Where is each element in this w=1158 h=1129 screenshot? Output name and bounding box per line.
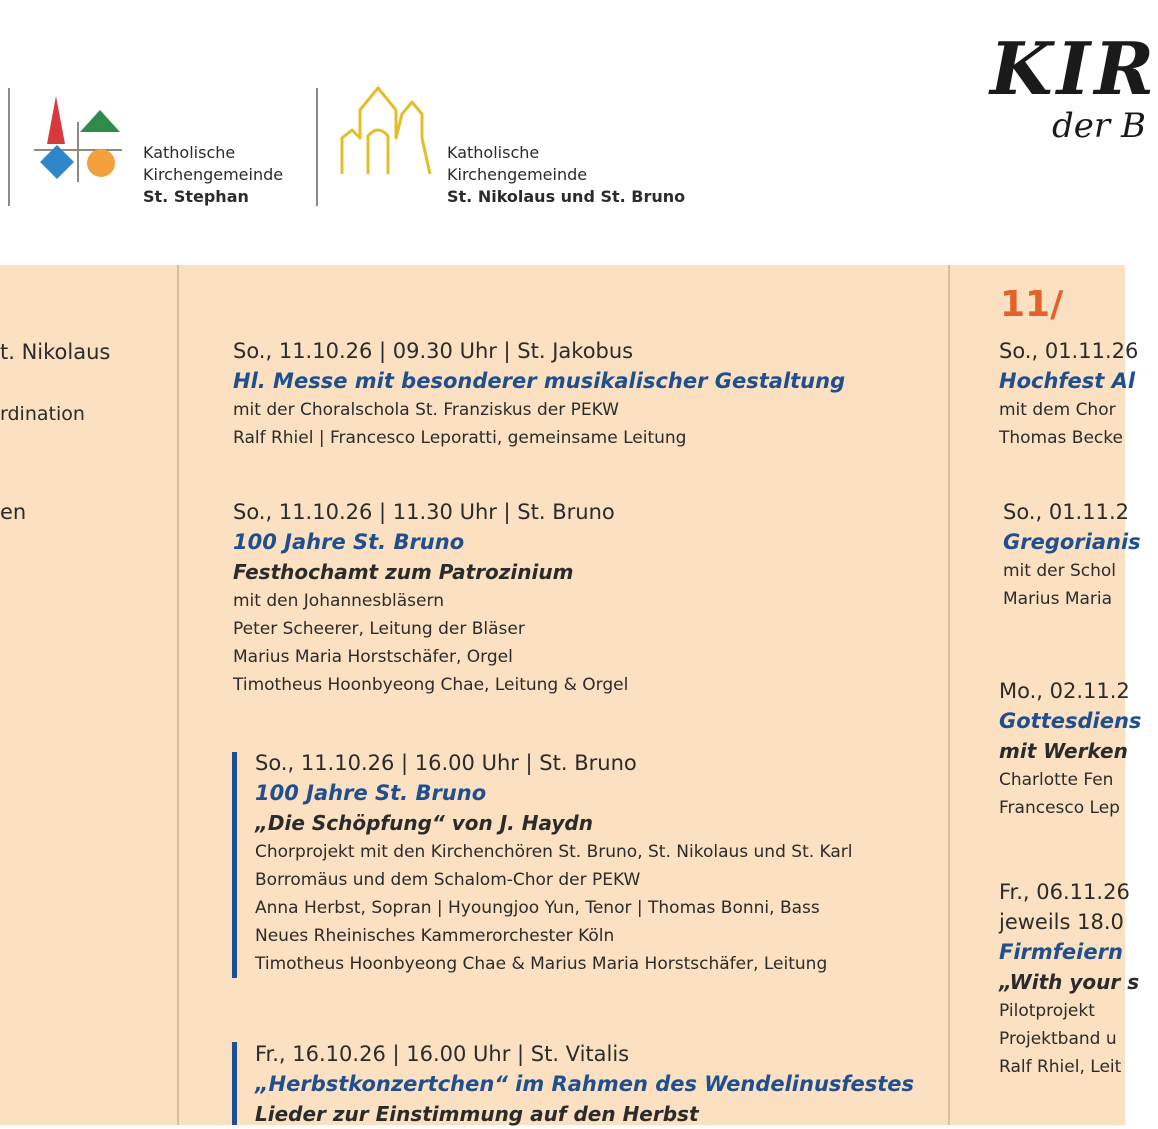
event-detail: Francesco Lep (999, 798, 1120, 818)
event-entry (1003, 497, 1141, 613)
event-date: Fr., 06.11.26 (999, 880, 1130, 904)
event-entry (999, 877, 1139, 1081)
green-triangle-shape (80, 110, 120, 132)
orange-circle-shape (87, 149, 115, 177)
event-date: Mo., 02.11.2 (999, 679, 1130, 703)
event-detail: Projektband u (999, 1029, 1117, 1049)
event-time: jeweils 18.0 (999, 910, 1124, 934)
month-heading: 11/ (1000, 284, 1064, 325)
stephan-logo (30, 92, 126, 188)
event-detail: Thomas Becke (999, 428, 1123, 448)
event-entry (233, 336, 845, 452)
page-title: KIR (990, 26, 1158, 111)
event-detail: Borromäus und dem Schalom-Chor der PEKW (255, 870, 641, 890)
event-entry (255, 748, 853, 978)
event-title: Firmfeiern (999, 940, 1123, 964)
event-subtitle: „With your s (999, 970, 1140, 994)
event-date: So., 11.10.26 | 09.30 Uhr | St. Jakobus (233, 339, 634, 363)
event-detail: Ralf Rhiel | Francesco Leporatti, gemeinsame Leitung (233, 428, 687, 448)
event-detail: mit der Schol (1003, 561, 1117, 581)
event-detail: Chorprojekt mit den Kirchenchören St. Bruno, St. Nikolaus und St. Karl (255, 842, 853, 862)
event-detail: Peter Scheerer, Leitung der Bläser (233, 619, 525, 639)
event-date: So., 01.11.2 (1003, 500, 1129, 524)
divider (316, 88, 318, 206)
divider (8, 88, 10, 206)
event-detail: Marius Maria Horstschäfer, Orgel (233, 647, 513, 667)
event-title: 100 Jahre St. Bruno (255, 781, 487, 805)
page-subtitle: der B (1052, 106, 1146, 146)
event-detail: Timotheus Hoonbyeong Chae, Leitung & Orgel (233, 675, 629, 695)
column-divider (177, 265, 179, 1125)
event-title: „Herbstkonzertchen“ im Rahmen des Wendelinusfestes (255, 1072, 915, 1096)
event-subtitle: „Die Schöpfung“ von J. Haydn (255, 811, 593, 835)
nikolaus-logo-text: Katholische Kirchengemeinde St. Nikolaus und St. Bruno (447, 143, 686, 206)
event-title: Gottesdiens (999, 709, 1142, 733)
left-column-line: t. Nikolaus (0, 340, 111, 364)
highlight-bar (232, 1042, 237, 1125)
left-column-line: en (0, 500, 27, 524)
stephan-logo-text: Katholische Kirchengemeinde St. Stephan (143, 143, 284, 206)
red-spire-shape (47, 96, 65, 144)
event-title: 100 Jahre St. Bruno (233, 530, 465, 554)
event-entry (999, 336, 1138, 452)
event-detail: Ralf Rhiel, Leit (999, 1057, 1122, 1077)
event-date: Fr., 16.10.26 | 16.00 Uhr | St. Vitalis (255, 1042, 630, 1066)
event-detail: Pilotprojekt (999, 1001, 1095, 1021)
event-entry (233, 497, 628, 699)
event-subtitle: Festhochamt zum Patrozinium (233, 560, 574, 584)
church-outline-logo (338, 84, 434, 176)
event-title: Gregorianis (1003, 530, 1141, 554)
event-date: So., 11.10.26 | 11.30 Uhr | St. Bruno (233, 500, 615, 524)
event-entry (255, 1039, 914, 1129)
column-divider (948, 265, 950, 1125)
event-detail: Marius Maria (1003, 589, 1113, 609)
header (0, 0, 1158, 265)
event-detail: mit der Choralschola St. Franziskus der PEKW (233, 400, 619, 420)
event-title: Hl. Messe mit besonderer musikalischer Gestaltung (233, 369, 846, 393)
event-detail: mit dem Chor (999, 400, 1116, 420)
event-date: So., 01.11.26 (999, 339, 1139, 363)
event-detail: Timotheus Hoonbyeong Chae & Marius Maria Horstschäfer, Leitung (255, 954, 828, 974)
event-detail: mit den Johannesbläsern (233, 591, 444, 611)
left-column-line: rdination (0, 403, 85, 425)
event-date: So., 11.10.26 | 16.00 Uhr | St. Bruno (255, 751, 637, 775)
event-subtitle: mit Werken (999, 739, 1128, 763)
event-entry (999, 676, 1141, 822)
event-detail: Charlotte Fen (999, 770, 1114, 790)
event-title: Hochfest Al (999, 369, 1136, 393)
event-detail: Neues Rheinisches Kammerorchester Köln (255, 926, 615, 946)
highlight-bar (232, 752, 237, 978)
event-subtitle: Lieder zur Einstimmung auf den Herbst (255, 1102, 699, 1126)
event-detail: Anna Herbst, Sopran | Hyoungjoo Yun, Tenor | Thomas Bonni, Bass (255, 898, 820, 918)
